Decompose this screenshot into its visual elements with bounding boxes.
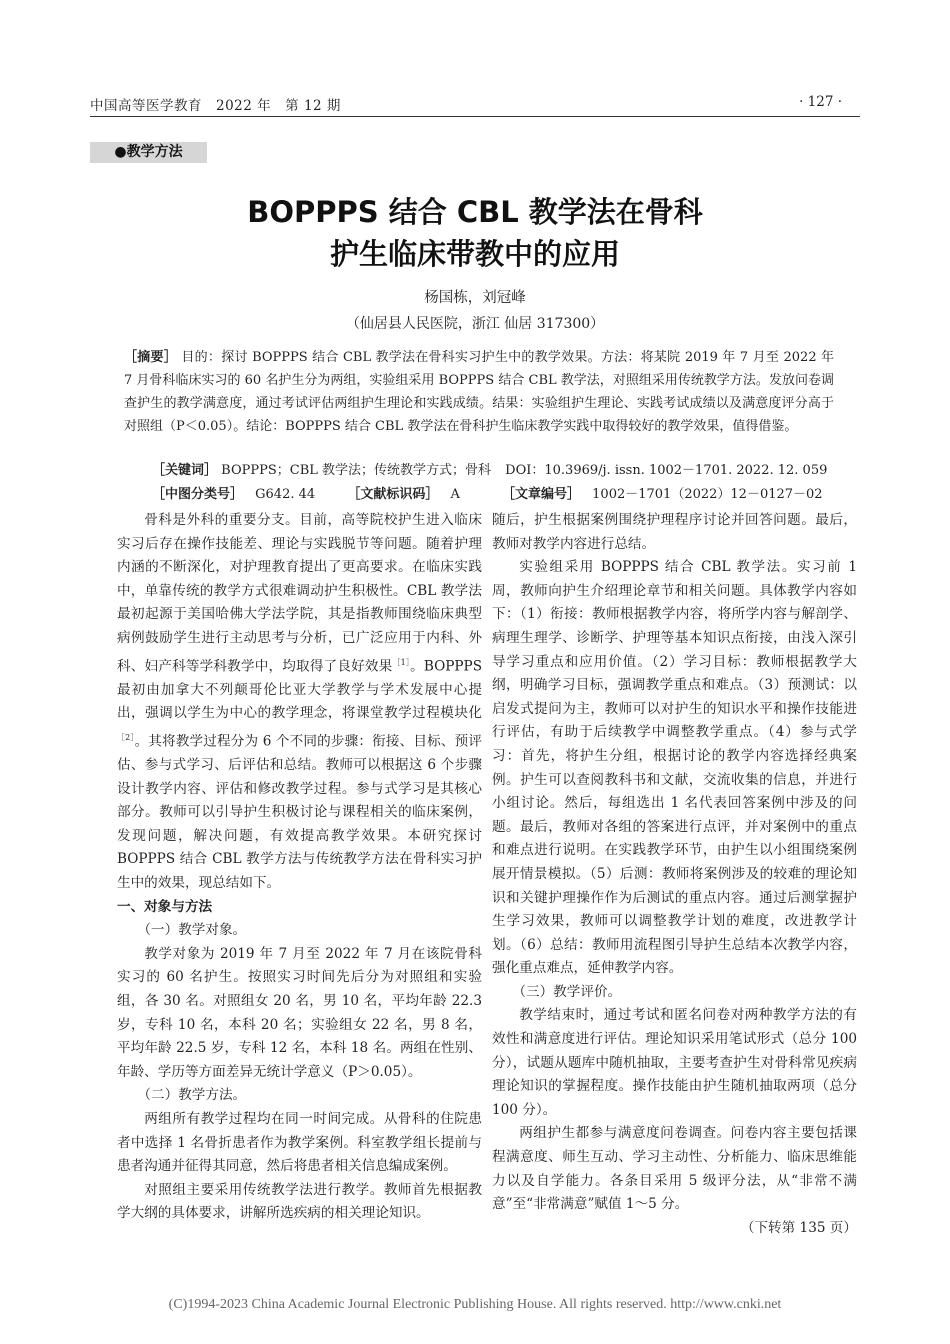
classification [152,483,823,502]
subsection-heading: （一）教学对象。 [137,922,247,939]
abstract [124,346,834,438]
keywords-label: ［关键词］ [152,463,218,478]
subsection-heading: （二）教学方法。 [137,1087,247,1104]
paragraph: 两组护生都参与满意度问卷调查。问卷内容主要包括课程满意度、师生互动、学习主动性、分析能力、临床思维能力以及自学能力。各条目采用 5 级评分法，从“非常不满意”至“非常满意”赋值 1～5 分。 [492,1125,857,1213]
doc-label: ［文献标识码］ [347,487,439,502]
keywords [152,459,827,478]
right-column [492,509,857,1240]
keywords-text: BOPPPS；CBL 教学法；传统教学方式；骨科 [221,463,492,478]
article-value: 1002－1701（2022）12－0127－02 [592,487,823,502]
paragraph: 教学对象为 2019 年 7 月至 2022 年 7 月在该院骨科实习的 60 名护生。按照实习时间先后分为对照组和实验组，各 30 名。对照组女 20 名，男 10 名，平均年龄 22.3 岁，专科 10 名，本科 20 名；实验组女 22 名，男 8 名，平均年龄 22.5 岁，专科 12 名，本科 18 名。两组在性别、年龄、学历等方面差异无统计学意义（P＞0.05）。 [117,945,482,1080]
page-number: · 127 · [799,94,842,110]
paragraph: 实验组采用 BOPPPS 结合 CBL 教学法。实习前 1 周，教师向护生介绍理论章节和相关问题。具体教学内容如下：（1）衔接：教师根据教学内容，将所学内容与解剖学、病理生理学、诊断学、护理等基本知识点衔接，由浅入深引导学习重点和应用价值。（2）学习目标：教师根据教学大纲，明确学习目标，强调教学重点和难点。（3）预测试：以启发式提问为主，教师可以对护生的知识水平和操作技能进行评估，有助于后续教学中调整教学重点。（4）参与式学习：首先，将护生分组，根据讨论的教学内容选择经典案例。护生可以查阅教科书和文献，交流收集的信息，并进行小组讨论。然后，每组选出 1 名代表回答案例中涉及的问题。最后，教师对各组的答案进行点评，并对案例中的重点和难点进行说明。在实践教学环节，由护生以小组围绕案例展开情景模拟。（5）后测：教师将案例涉及的较难的理论知识和关键护理操作作为后测试的重点内容。通过后测掌握护生学习效果，教师可以调整教学计划的难度，改进教学计划。（6）总结：教师用流程图引导护生总结本次教学内容，强化重点难点，延伸教学内容。 [492,559,857,977]
title-line-2: 护生临床带教中的应用 [329,237,620,271]
paragraph: 两组所有教学过程均在同一时间完成。从骨科的住院患者中选择 1 名骨折患者作为教学案例。科室教学组长提前与患者沟通并征得其同意，然后将患者相关信息编成案例。 [117,1110,482,1175]
citation: ［2］ [117,732,135,742]
abstract-label: ［摘要］ [124,350,178,365]
left-column [117,509,482,1226]
clc-label: ［中图分类号］ [152,487,244,502]
section-heading: 一、对象与方法 [117,898,213,915]
affiliation: （仙居县人民医院，浙江 仙居 317300） [345,316,605,332]
title-line-1: BOPPPS 结合 CBL 教学法在骨科 [247,195,703,229]
abstract-text: 目的：探讨 BOPPPS 结合 CBL 教学法在骨科实习护生中的教学效果。方法：将某院 2019 年 7 月至 2022 年 7 月骨科临床实习的 60 名护生分为两组，实验组采用 BOPPPS 结合 CBL 教学法，对照组采用传统教学方法。发放问卷调查护生的教学满意度，通过考试评估两组护生理论和实践成绩。结果：实验组护生理论、实践考试成绩以及满意度评分高于对照组（P＜0.05）。结论：BOPPPS 结合 CBL 教学法在骨科护生临床教学实践中取得较好的教学效果，值得借鉴。 [124,350,834,434]
paragraph: 对照组主要采用传统教学法进行教学。教师首先根据教学大纲的具体要求，讲解所选疾病的相关理论知识。 [117,1181,482,1222]
header-rule [90,116,860,117]
copyright-footer: (C)1994-2023 China Academic Journal Electronic Publishing House. All rights reserved. http://www.cnki.net [168,1297,782,1312]
doi: DOI：10.3969/j. issn. 1002－1701. 2022. 12. 059 [505,463,828,478]
clc-value: G642. 44 [255,487,316,502]
continued-note: （下转第 135 页） [740,1219,857,1236]
article-label: ［文章编号］ [502,487,581,502]
doc-value: A [450,487,460,502]
journal-header: 中国高等医学教育 2022 年 第 12 期 [90,98,341,114]
section-tag: ●教学方法 [90,142,207,163]
paragraph: 骨科是外科的重要分支。目前，高等院校护生进入临床实习后存在操作技能差、理论与实践脱节等问题。随着护理内涵的不断深化，对护理教育提出了更高要求。在临床实践中，单靠传统的教学方式很难调动护生积极性。CBL 教学法最初起源于美国哈佛大学法学院，其是指教师围绕临床典型病例鼓励学生进行主动思考与分析，已广泛应用于内科、外科、妇产科等学科教学中，均取得了良好效果$^{[1]}$。BOPPPS 最初由加拿大不列颠哥伦比亚大学教学与学术发展中心提出，强调以学生为中心的教学理念，将课堂教学过程模块化$^{[2]}$。其将教学过程分为 6 个不同的步骤：衔接、目标、预评估、参与式学习、后评估和总结。教师可以根据这 6 个步骤设计教学内容、评估和修改教学过程。参与式学习是其核心部分。教师可以引导护生积极讨论与课程相关的临床案例，发现问题，解决问题，有效提高教学效果。本研究探讨 BOPPPS 结合 CBL 教学方法与传统教学方法在骨科实习护生中的效果，现总结如下。 [117,512,483,891]
paragraph: 随后，护生根据案例围绕护理程序讨论并回答问题。最后，教师对教学内容进行总结。 [492,512,857,552]
paragraph: 教学结束时，通过考试和匿名问卷对两种教学方法的有效性和满意度进行评估。理论知识采用笔试形式（总分 100 分），试题从题库中随机抽取，主要考查护生对骨科常见疾病理论知识的掌握程度。操作技能由护生随机抽取两项（总分 100 分）。 [492,1007,857,1118]
authors: 杨国栋，刘冠峰 [424,290,526,306]
subsection-heading: （三）教学评价。 [512,983,622,1000]
citation: ［1］ [392,657,411,667]
